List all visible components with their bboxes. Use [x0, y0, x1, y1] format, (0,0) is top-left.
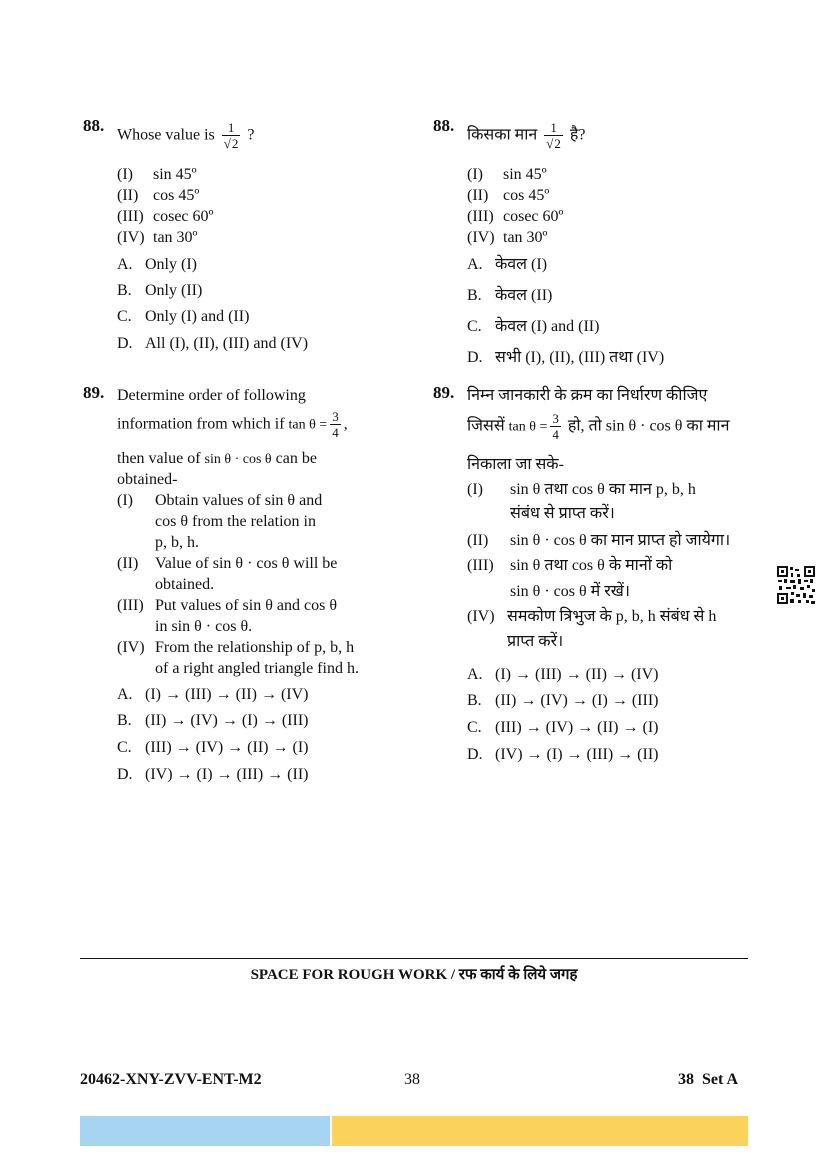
option-letter: C. [117, 739, 132, 756]
list-item [117, 185, 199, 206]
item-text: cosec 60º [153, 208, 214, 225]
step-line: संबंध से प्राप्त करें। [510, 505, 615, 522]
item-text: cos 45º [503, 187, 550, 204]
option-text: (IV) → (I) → (III) → (II) [495, 746, 659, 763]
list-item [467, 227, 548, 248]
option-letter: A. [467, 666, 483, 683]
option-letter: A. [117, 256, 133, 273]
stem-text: किसका मान [467, 126, 538, 144]
step-line: sin θ तथा cos θ के मानों को [510, 557, 673, 574]
answer-option-d[interactable] [467, 347, 664, 368]
list-item [117, 227, 198, 248]
rough-work-label: SPACE FOR ROUGH WORK / रफ कार्य के लिये जगह [250, 967, 578, 983]
step-line: Value of sin θ · cos θ will be [155, 555, 338, 572]
qr-code-icon [776, 565, 816, 605]
question-stem [467, 121, 586, 151]
option-letter: A. [117, 686, 133, 703]
stem-line [117, 448, 317, 470]
fraction-numerator: 3 [552, 411, 559, 426]
option-text: (I) → (III) → (II) → (IV) [145, 686, 309, 703]
fraction-denominator: 4 [332, 425, 339, 440]
stem-line: निम्न जानकारी के क्रम का निर्धारण कीजिए [467, 387, 708, 404]
fraction-numerator: 1 [544, 121, 563, 136]
footer-bar-right [332, 1116, 748, 1146]
stem-text: हो, तो sin θ · cos θ का मान [567, 417, 730, 435]
option-letter: D. [117, 335, 133, 352]
step-label: (I) [467, 481, 483, 498]
option-letter: A. [467, 256, 483, 273]
footer-bar-left [80, 1116, 330, 1146]
option-letter: D. [467, 746, 483, 763]
answer-option-a[interactable] [117, 254, 197, 275]
sincos-expression: sin θ · cos θ [204, 452, 272, 467]
fraction [330, 410, 341, 440]
paper-code: 20462-XNY-ZVV-ENT-M2 [80, 1071, 262, 1088]
item-label: (I) [117, 166, 133, 183]
stem-text: then value of [117, 450, 201, 467]
option-letter: B. [467, 692, 482, 709]
option-text: Only (I) and (II) [145, 308, 250, 325]
step-line: obtained. [155, 576, 215, 593]
comma: , [343, 415, 348, 433]
option-letter: B. [467, 287, 482, 304]
stem-text: information from which if [117, 415, 285, 433]
set-name: Set A [702, 1071, 738, 1088]
option-text: (IV) → (I) → (III) → (II) [145, 766, 309, 783]
step-line: From the relationship of p, b, h [155, 639, 355, 656]
sqrt-radicand: 2 [554, 136, 561, 151]
answer-option-a[interactable] [467, 664, 658, 685]
item-text: sin 45º [153, 166, 197, 183]
option-letter: D. [467, 349, 483, 366]
fraction-denominator: 4 [552, 427, 559, 442]
step-line: cos θ from the relation in [155, 513, 316, 530]
answer-option-b[interactable] [117, 710, 308, 731]
fraction [544, 121, 563, 151]
step-label: (IV) [117, 639, 145, 656]
fraction-denominator: √2 [223, 136, 239, 151]
option-letter: C. [467, 719, 482, 736]
stem-text: Whose value is [117, 126, 215, 144]
option-letter: C. [117, 308, 132, 325]
item-text: cosec 60º [503, 208, 564, 225]
item-label: (IV) [117, 229, 145, 246]
answer-option-c[interactable] [467, 717, 658, 738]
option-letter: D. [117, 766, 133, 783]
item-label: (III) [467, 208, 494, 225]
list-item [467, 206, 564, 227]
fraction-denominator: √2 [546, 136, 561, 151]
item-text: cos 45º [153, 187, 200, 204]
step-line: Obtain values of sin θ and [155, 492, 323, 509]
step-line: प्राप्त करें। [507, 633, 564, 650]
step-line: sin θ · cos θ का मान प्राप्त हो जायेगा। [510, 532, 731, 549]
list-item [467, 164, 547, 185]
item-label: (II) [117, 187, 139, 204]
list-item [467, 185, 549, 206]
fraction [222, 121, 241, 151]
option-letter: B. [117, 712, 132, 729]
option-text: Only (I) [145, 256, 197, 273]
section-divider [80, 958, 748, 959]
fraction-numerator: 1 [222, 121, 241, 136]
set-label [678, 1071, 738, 1089]
answer-option-b[interactable] [117, 280, 202, 301]
answer-option-c[interactable] [467, 316, 599, 337]
option-text: All (I), (II), (III) and (IV) [145, 335, 309, 352]
option-text: (II) → (IV) → (I) → (III) [495, 692, 659, 709]
sqrt-radicand: 2 [231, 136, 239, 151]
item-text: tan 30º [153, 229, 198, 246]
stem-line [117, 410, 348, 440]
stem-line: निकाला जा सके- [467, 456, 564, 473]
item-label: (IV) [467, 229, 495, 246]
answer-option-a[interactable] [117, 684, 308, 705]
question-number: 88. [83, 116, 105, 135]
step-label: (II) [467, 532, 489, 549]
answer-option-c[interactable] [117, 737, 308, 758]
stem-suffix: है? [569, 126, 586, 144]
option-text: (II) → (IV) → (I) → (III) [145, 712, 309, 729]
step-line: of a right angled triangle find h. [155, 660, 359, 677]
answer-option-c[interactable] [117, 306, 249, 327]
stem-line: Determine order of following [117, 387, 306, 404]
fraction [550, 412, 561, 442]
option-text: Only (II) [145, 282, 203, 299]
stem-line [467, 412, 729, 442]
stem-line: obtained- [117, 471, 178, 488]
option-text: सभी (I), (II), (III) तथा (IV) [495, 349, 665, 366]
item-text: sin 45º [503, 166, 547, 183]
step-label: (I) [117, 492, 133, 509]
step-line: sin θ · cos θ में रखें। [510, 583, 630, 600]
question-number: 89. [83, 383, 105, 402]
stem-text: जिससें [467, 417, 505, 435]
answer-option-a[interactable] [467, 254, 547, 275]
step-label: (III) [117, 597, 144, 614]
option-text: (III) → (IV) → (II) → (I) [145, 739, 309, 756]
option-text: केवल (I) and (II) [495, 318, 600, 335]
stem-text: can be [275, 450, 317, 467]
answer-option-b[interactable] [467, 285, 552, 306]
item-label: (I) [467, 166, 483, 183]
step-line: in sin θ · cos θ. [155, 618, 253, 635]
question-number: 89. [433, 383, 455, 402]
item-text: tan 30º [503, 229, 548, 246]
option-text: केवल (I) [495, 256, 548, 273]
step-label: (II) [117, 555, 139, 572]
page-number: 38 [404, 1071, 420, 1088]
item-label: (II) [467, 187, 489, 204]
option-text: (III) → (IV) → (II) → (I) [495, 719, 659, 736]
question-stem [117, 121, 255, 151]
fraction-numerator: 3 [332, 409, 339, 424]
tan-expression: tan θ = [508, 419, 548, 435]
option-letter: B. [117, 282, 132, 299]
step-line: sin θ तथा cos θ का मान p, b, h [510, 481, 696, 498]
answer-option-d[interactable] [117, 333, 308, 354]
step-label: (III) [467, 557, 494, 574]
answer-option-d[interactable] [467, 744, 658, 765]
step-line: p, b, h. [155, 534, 199, 551]
option-text: केवल (II) [495, 287, 553, 304]
list-item [117, 164, 197, 185]
stem-suffix: ? [247, 126, 255, 144]
answer-option-b[interactable] [467, 690, 658, 711]
step-line: Put values of sin θ and cos θ [155, 597, 337, 614]
list-item [117, 206, 214, 227]
page-number-right: 38 [678, 1071, 694, 1088]
tan-expression: tan θ = [288, 417, 328, 433]
answer-option-d[interactable] [117, 764, 308, 785]
question-number: 88. [433, 116, 455, 135]
item-label: (III) [117, 208, 144, 225]
step-line: समकोण त्रिभुज के p, b, h संबंध से h [507, 608, 717, 625]
option-text: (I) → (III) → (II) → (IV) [495, 666, 659, 683]
step-label: (IV) [467, 608, 495, 625]
option-letter: C. [467, 318, 482, 335]
